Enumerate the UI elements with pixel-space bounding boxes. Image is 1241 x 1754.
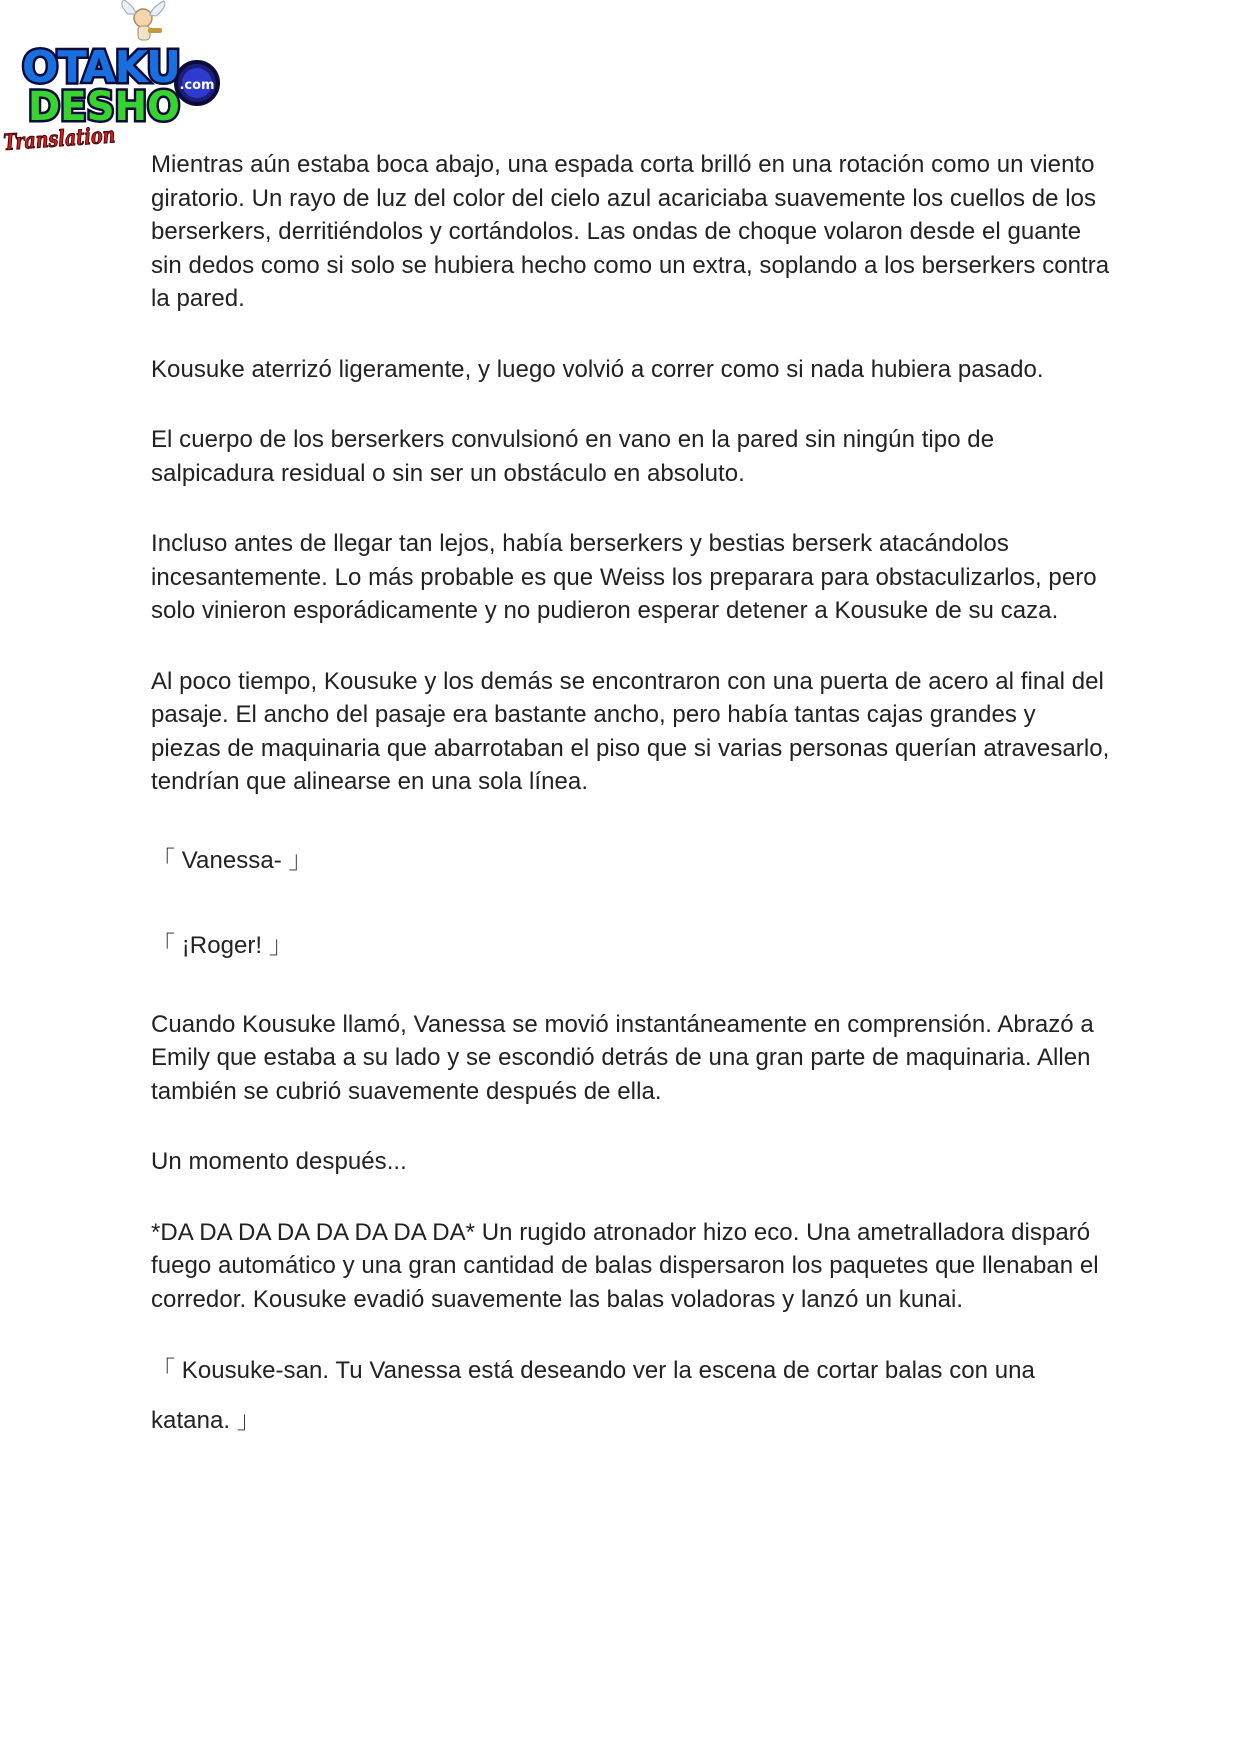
document-body — [151, 148, 1111, 1446]
paragraph-2: Kousuke aterrizó ligeramente, y luego volvió a correr como si nada hubiera pasado. — [151, 355, 1044, 383]
paragraph-4: Incluso antes de llegar tan lejos, había berserkers y bestias berserk atacándolos incesantemente. Lo más probable es que Weiss los preparara para obstaculizarlos, pero solo vinieron esporádicamente y no pudieron esperar detener a Kousuke de su caza. — [151, 530, 1097, 624]
paragraph-1: Mientras aún estaba boca abajo, una espada corta brilló en una rotación como un viento giratorio. Un rayo de luz del color del cielo azul acariciaba suavemente los cuellos de los berserkers, derritiéndolos y cortándolos. Las ondas de choque volaron desde el guante sin dedos como si solo se hubiera hecho como un extra, soplando a los berserkers contra la pared. — [151, 151, 1110, 312]
paragraph-5: Al poco tiempo, Kousuke y los demás se encontraron con una puerta de acero al final del pasaje. El ancho del pasaje era bastante ancho, pero había tantas cajas grandes y piezas de maquinaria que abarrotaban el piso que si varias personas querían atravesarlo, tendrían que alinearse en una sola línea. — [151, 667, 1110, 795]
dialogue-kousuke-san: 「 Kousuke-san. Tu Vanessa está deseando ver la escena de cortar balas con una katana. 」 — [151, 1357, 1035, 1434]
paragraph-3: El cuerpo de los berserkers convulsionó en vano en la pared sin ningún tipo de salpicadura residual o sin ser un obstáculo en absoluto. — [151, 426, 995, 487]
logo-word-desho: DESHO — [28, 84, 180, 130]
otakudesho-logo — [0, 0, 230, 160]
dialogue-roger: 「 ¡Roger! 」 — [151, 932, 293, 959]
logo-word-otaku: OTAKU — [22, 42, 180, 93]
cherub-ornament-icon — [122, 0, 165, 40]
dialogue-vanessa: 「 Vanessa- 」 — [151, 846, 313, 874]
paragraph-8: *DA DA DA DA DA DA DA DA* Un rugido atronador hizo eco. Una ametralladora disparó fuego automático y una gran cantidad de balas dispersaron los paquetes que llenaban el corredor. Kousuke evadió suavemente las balas voladoras y lanzó un kunai. — [151, 1218, 1099, 1313]
com-badge-text: .com — [179, 78, 215, 93]
com-badge — [176, 62, 218, 104]
paragraph-7: Un momento después... — [151, 1148, 407, 1175]
paragraph-6: Cuando Kousuke llamó, Vanessa se movió instantáneamente en comprensión. Abrazó a Emily que estaba a su lado y se escondió detrás de una gran parte de maquinaria. Allen también se cubrió suavemente después de ella. — [151, 1010, 1094, 1105]
logo-word-translation: Translation — [2, 120, 145, 156]
